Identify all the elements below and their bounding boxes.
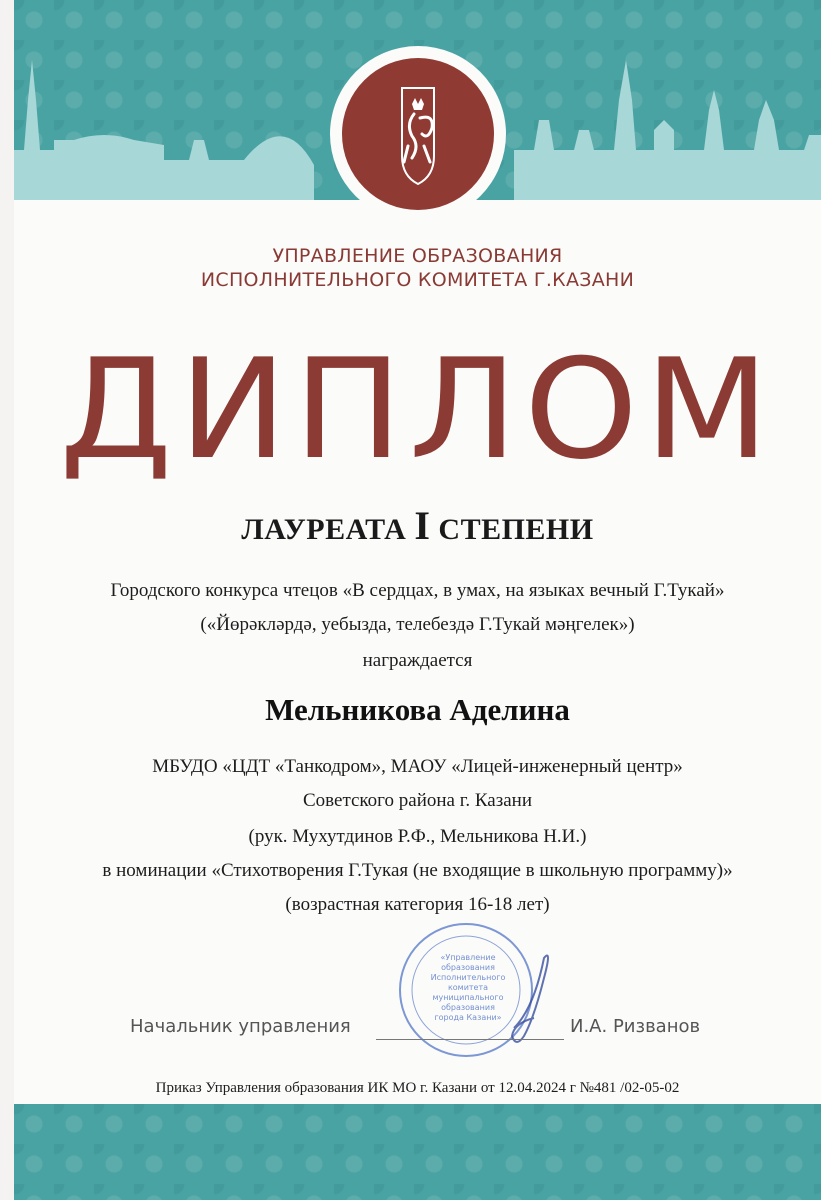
official-stamp-icon [394,918,574,1068]
signature-label: Начальник управления [130,1016,351,1037]
emblem-frame [330,46,506,222]
organization-name-line-2: ИСПОЛНИТЕЛЬНОГО КОМИТЕТА Г.КАЗАНИ [200,269,635,291]
kazan-coat-of-arms-icon [342,58,494,210]
contest-line: Городского конкурса чтецов «В сердцах, в умах, на языках вечный Г.Тукай» [110,580,725,601]
organization-name-line-1: УПРАВЛЕНИЕ ОБРАЗОВАНИЯ [272,245,563,267]
degree-roman: I [414,503,431,548]
diploma-page [14,0,821,1200]
ornament-pattern [14,1104,821,1200]
mentors-line: (рук. Мухутдинов Р.Ф., Мельникова Н.И.) [248,826,587,847]
age-category-line: (возрастная категория 16-18 лет) [285,894,550,915]
signatory-name: И.А. Ризванов [570,1016,701,1037]
contest-line-tatar: («Йөрәкләрдә, уебызда, телебездә Г.Тукай мәңгелек») [200,614,635,635]
stamp-text: «Управление [440,953,496,962]
footer-band [14,1104,821,1200]
institution-line: МБУДО «ЦДТ «Танкодром», МАОУ «Лицей-инженерный центр» [152,756,683,777]
degree-line [14,502,821,549]
stamp-text: образования [441,963,495,972]
district-line: Советского района г. Казани [302,790,532,811]
diploma-title: ДИПЛОМ [59,329,776,490]
nomination-line: в номинации «Стихотворения Г.Тукая (не входящие в школьную программу)» [102,860,733,881]
stamp-text: комитета [447,983,489,992]
order-reference: Приказ Управления образования ИК МО г. Казани от 12.04.2024 г №481 /02-05-02 [155,1080,680,1096]
awarded-text: награждается [362,650,473,671]
stamp-text: Исполнительного [430,973,506,982]
degree-suffix: СТЕПЕНИ [438,513,594,546]
winner-name: Мельникова Аделина [265,692,570,727]
stamp-text: города Казани» [434,1013,502,1022]
stamp-text: муниципального [432,993,504,1002]
signature-line [376,1039,564,1040]
signature-row [14,1012,821,1042]
stamp-text: образования [441,1003,495,1012]
degree-prefix: ЛАУРЕАТА [241,513,407,546]
